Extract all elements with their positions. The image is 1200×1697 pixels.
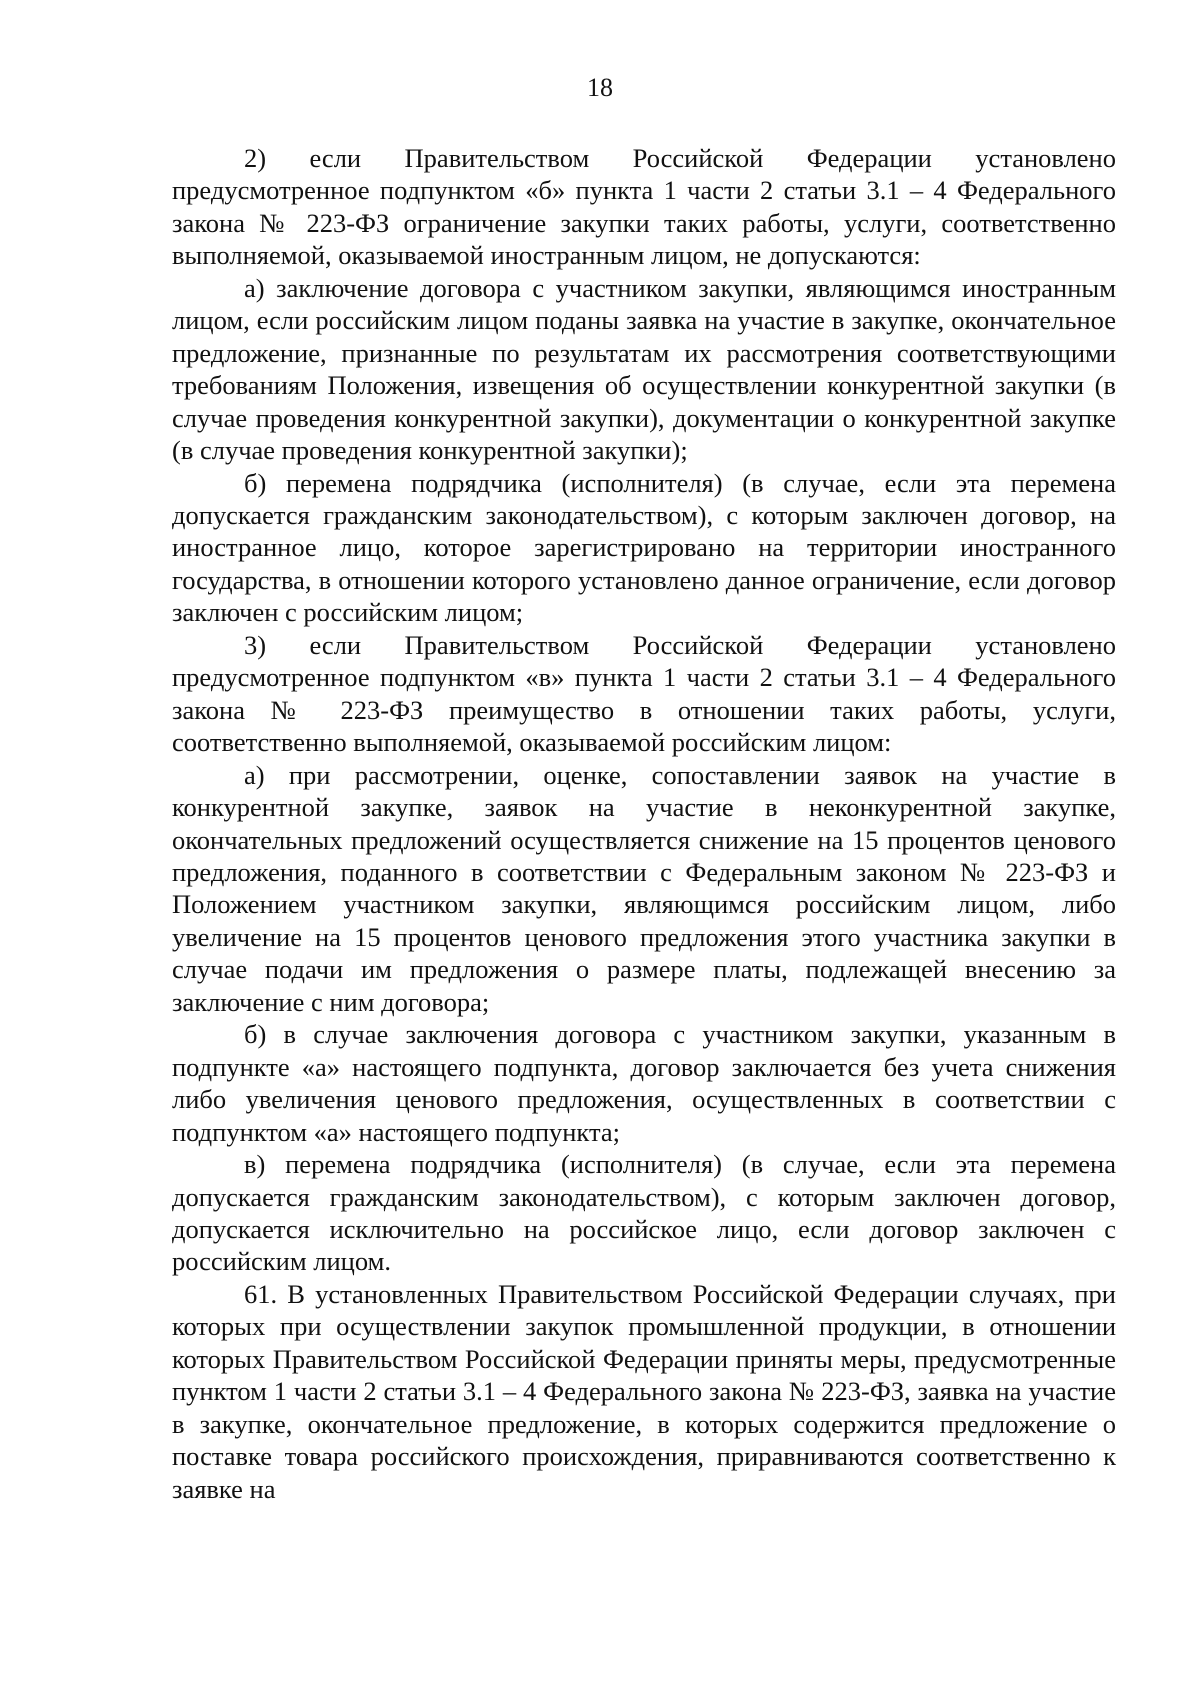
paragraph-subitem-3c: в) перемена подрядчика (исполнителя) (в случае, если эта перемена допускается гражданским законодательством), с которым заключен договор, допускается исключительно на российское лицо, если договор заключен с российским лицом. xyxy=(172,1149,1116,1277)
paragraph-clause-61: 61. В установленных Правительством Российской Федерации случаях, при которых при осуществлении закупок промышленной продукции, в отношении которых Правительством Российской Федерации приняты меры, предусмотренные пунктом 1 части 2 статьи 3.1 – 4 Федерального закона № 223-ФЗ, заявка на участие в закупке, окончательное предложение, в которых содержится предложение о поставке товара российского происхождения, приравниваются соответственно к заявке на xyxy=(172,1278,1116,1504)
document-body xyxy=(172,142,1116,1505)
paragraph-subitem-3b: б) в случае заключения договора с участником закупки, указанным в подпункте «а» настоящего подпункта, договор заключается без учета снижения либо увеличения ценового предложения, осуществленных в соответствии с подпунктом «а» настоящего подпункта; xyxy=(172,1019,1116,1147)
paragraph-subitem-2a: а) заключение договора с участником закупки, являющимся иностранным лицом, если российским лицом поданы заявка на участие в закупке, окончательное предложение, признанные по результатам их рассмотрения соответствующими требованиям Положения, извещения об осуществлении конкурентной закупки (в случае проведения конкурентной закупки), документации о конкурентной закупке (в случае проведения конкурентной закупки); xyxy=(172,272,1116,466)
paragraph-item-3: 3) если Правительством Российской Федерации установлено предусмотренное подпунктом «в» пункта 1 части 2 статьи 3.1 – 4 Федерального закона № 223-ФЗ преимущество в отношении таких работы, услуги, соответственно выполняемой, оказываемой российским лицом: xyxy=(172,629,1116,758)
page-number: 18 xyxy=(587,73,613,102)
paragraph-subitem-3a: а) при рассмотрении, оценке, сопоставлении заявок на участие в конкурентной закупке, заявок на участие в неконкурентной закупке, окончательных предложений осуществляется снижение на 15 процентов ценового предложения, поданного в соответствии с Федеральным законом № 223-ФЗ и Положением участником закупки, являющимся российским лицом, либо увеличение на 15 процентов ценового предложения этого участника закупки в случае подачи им предложения о размере платы, подлежащей внесению за заключение с ним договора; xyxy=(172,759,1116,1017)
paragraph-item-2: 2) если Правительством Российской Федерации установлено предусмотренное подпунктом «б» пункта 1 части 2 статьи 3.1 – 4 Федерального закона № 223-ФЗ ограничение закупки таких работы, услуги, соответственно выполняемой, оказываемой иностранным лицом, не допускаются: xyxy=(172,143,1116,271)
paragraph-subitem-2b: б) перемена подрядчика (исполнителя) (в случае, если эта перемена допускается гражданским законодательством), с которым заключен договор, на иностранное лицо, которое зарегистрировано на территории иностранного государства, в отношении которого установлено данное ограничение, если договор заключен с российским лицом; xyxy=(172,467,1116,628)
